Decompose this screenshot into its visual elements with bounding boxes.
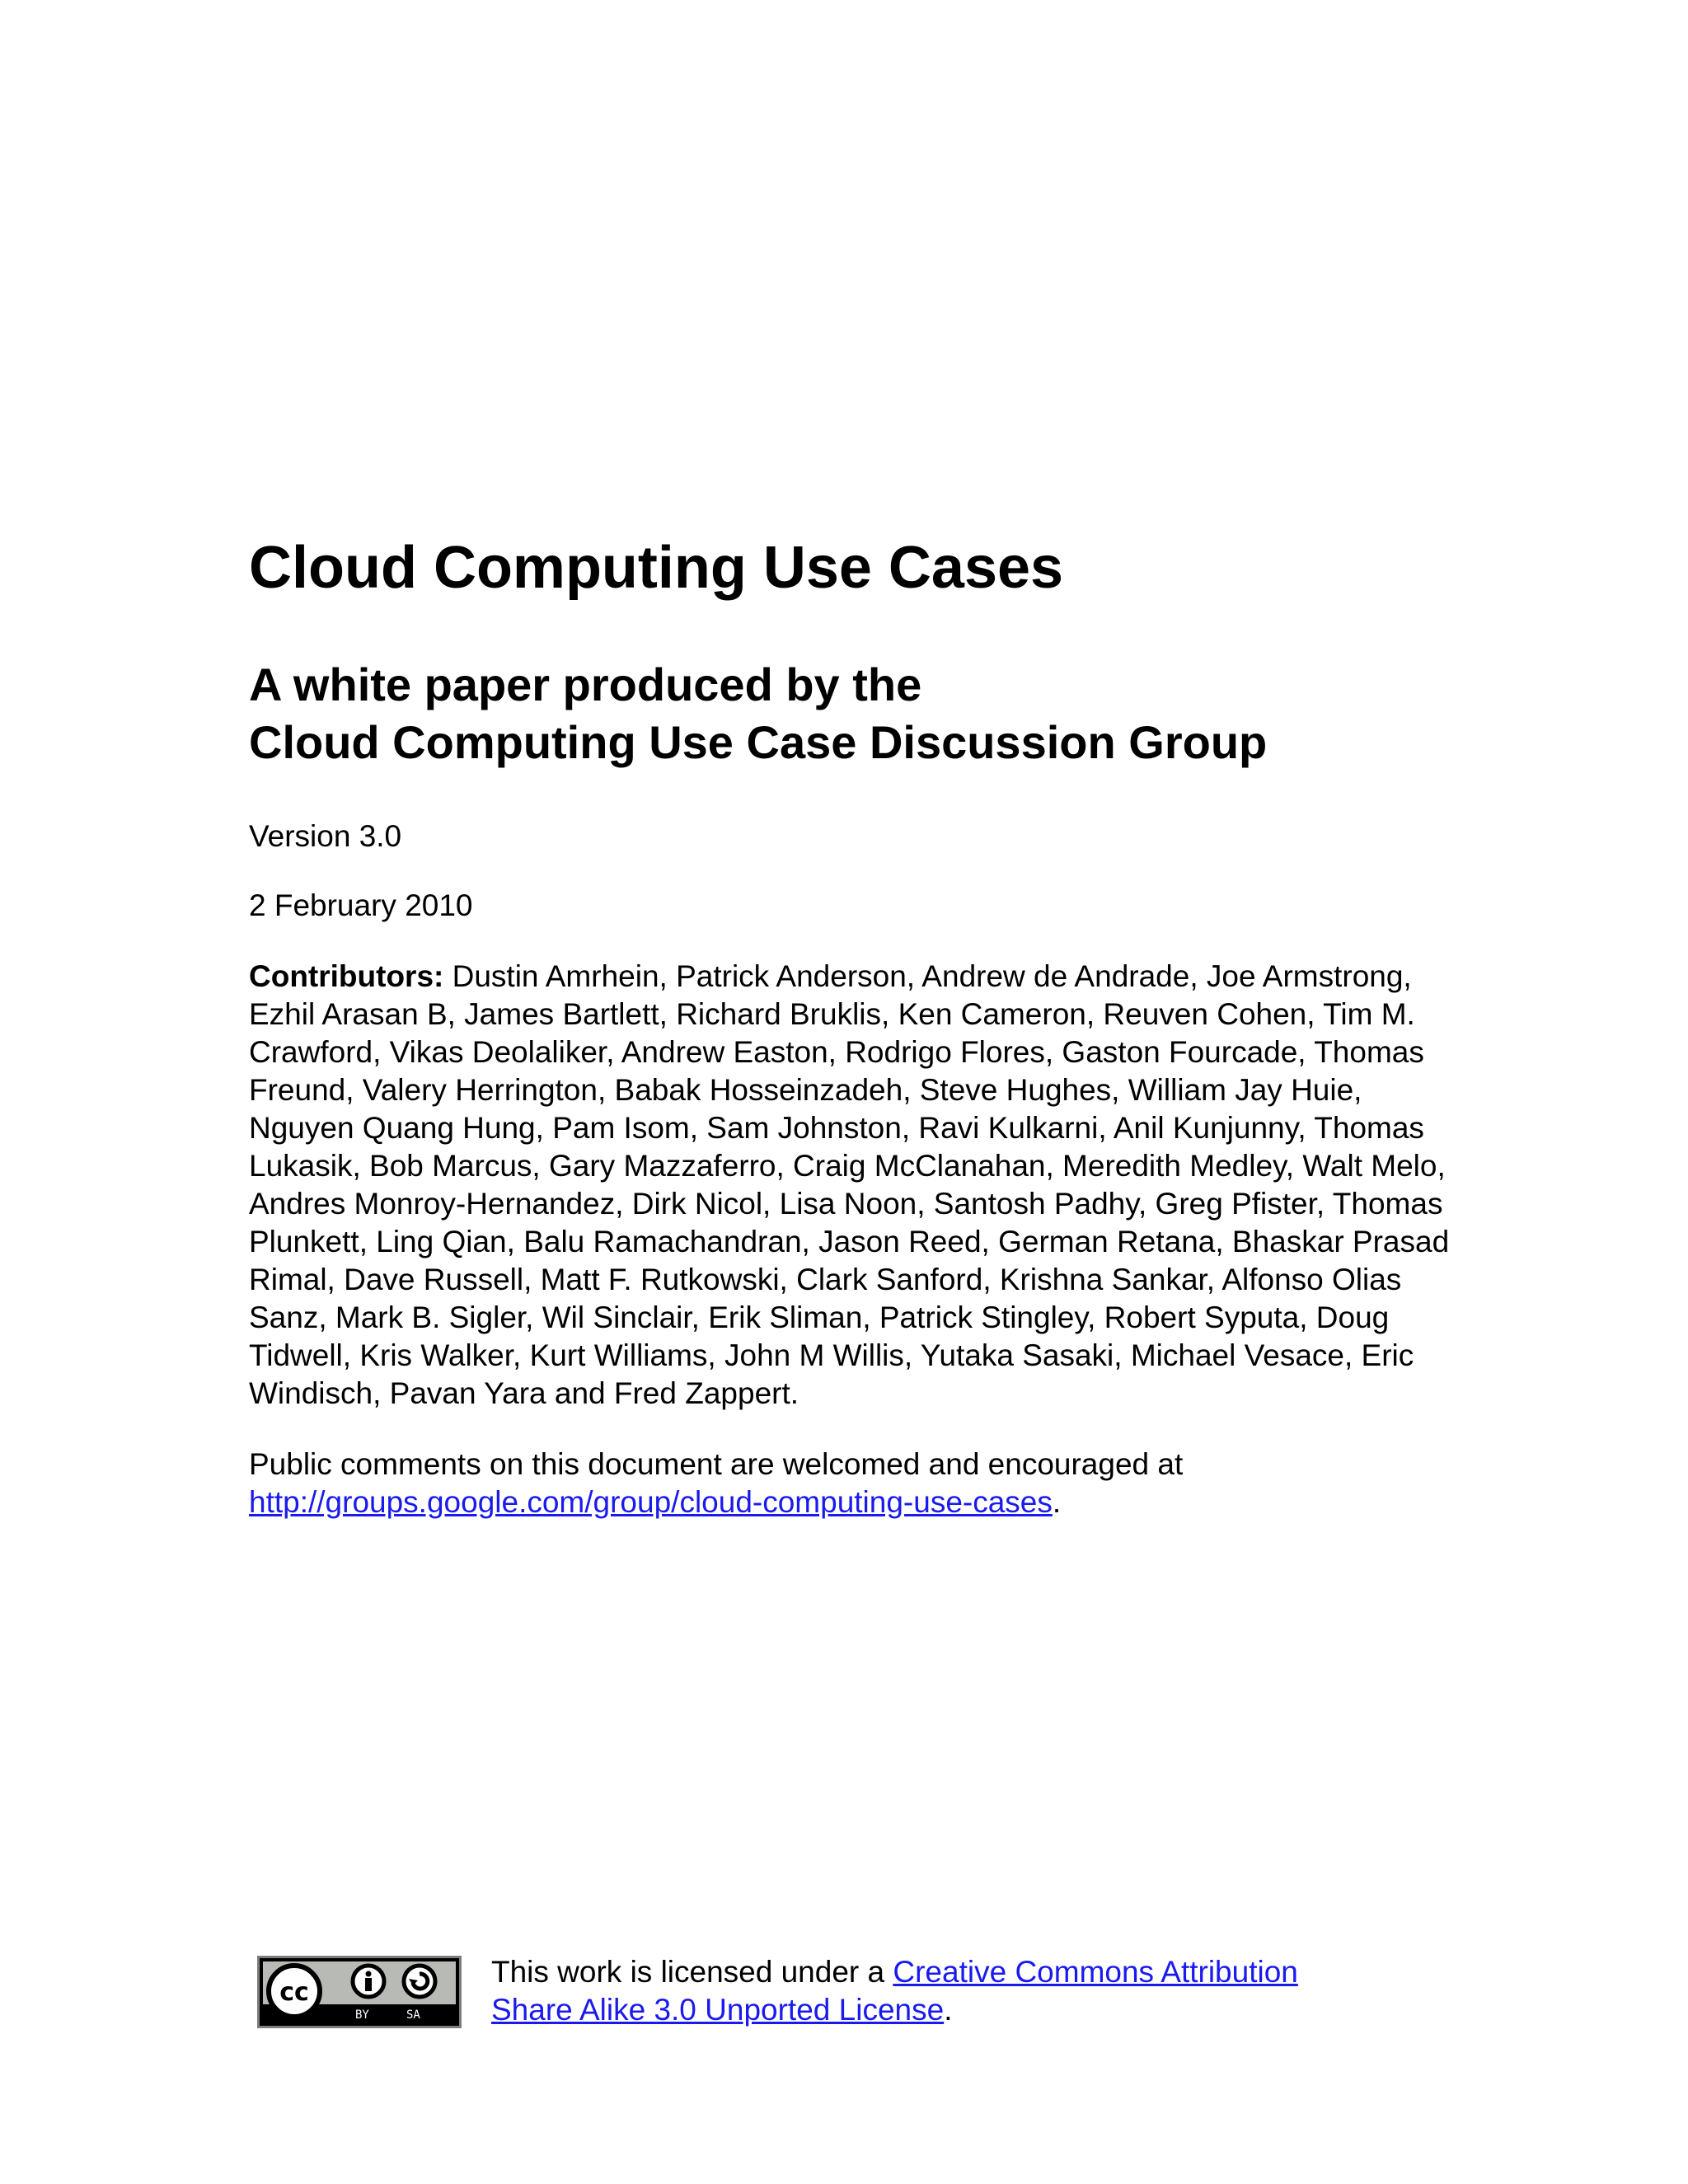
license-link-line-1[interactable]: Creative Commons Attribution — [893, 1955, 1298, 1989]
document-title: Cloud Computing Use Cases — [249, 535, 1064, 601]
title-page-content — [249, 536, 1452, 1521]
document-date: 2 February 2010 — [249, 888, 473, 923]
subtitle-line-1: A white paper produced by the — [249, 658, 922, 711]
license-prefix: This work is licensed under a — [491, 1955, 893, 1989]
badge-sa-label: SA — [406, 2008, 420, 2022]
document-subtitle — [249, 656, 1452, 771]
badge-by-label: BY — [355, 2008, 369, 2022]
license-suffix: . — [944, 1993, 953, 2027]
public-comments-paragraph — [249, 1446, 1452, 1521]
contributors-paragraph — [249, 958, 1452, 1413]
comments-group-link[interactable]: http://groups.google.com/group/cloud-computing-use-cases — [249, 1484, 1053, 1519]
license-link-line-2[interactable]: Share Alike 3.0 Unported License — [491, 1993, 945, 2027]
svg-text:cc: cc — [279, 1978, 309, 2007]
license-statement — [491, 1953, 1464, 2029]
badge-labels — [304, 2008, 449, 2022]
subtitle-line-2: Cloud Computing Use Case Discussion Group — [249, 715, 1268, 768]
creative-commons-badge-icon[interactable] — [257, 1956, 462, 2028]
contributors-list: Dustin Amrhein, Patrick Anderson, Andrew de Andrade, Joe Armstrong, Ezhil Arasan B, James Bartlett, Richard Bruklis, Ken Cameron, Reuven Cohen, Tim M. Crawford, Vikas Deolaliker, Andrew Easton, Rodrigo Flores, Gaston Fourcade, Thomas Freund, Valery Herrington, Babak Hosseinzadeh, Steve Hughes, William Jay Huie, Nguyen Quang Hung, Pam Isom, Sam Johnston, Ravi Kulkarni, Anil Kunjunny, Thomas Lukasik, Bob Marcus, Gary Mazzaferro, Craig McClanahan, Meredith Medley, Walt Melo, Andres Monroy-Hernandez, Dirk Nicol, Lisa Noon, Santosh Padhy, Greg Pfister, Thomas Plunkett, Ling Qian, Balu Ramachandran, Jason Reed, German Retana, Bhaskar Prasad Rimal, Dave Russell, Matt F. Rutkowski, Clark Sanford, Krishna Sankar, Alfonso Olias Sanz, Mark B. Sigler, Wil Sinclair, Erik Sliman, Patrick Stingley, Robert Syputa, Doug Tidwell, Kris Walker, Kurt Williams, John M Willis, Yutaka Sasaki, Michael Vesace, Eric Windisch, Pavan Yara and Fred Zappert. — [249, 958, 1450, 1410]
license-section — [257, 1953, 1493, 2036]
contributors-label: Contributors: — [249, 958, 444, 993]
comments-text: Public comments on this document are welcomed and encouraged at — [249, 1446, 1184, 1481]
comments-suffix: . — [1052, 1484, 1062, 1519]
document-version: Version 3.0 — [249, 819, 402, 854]
